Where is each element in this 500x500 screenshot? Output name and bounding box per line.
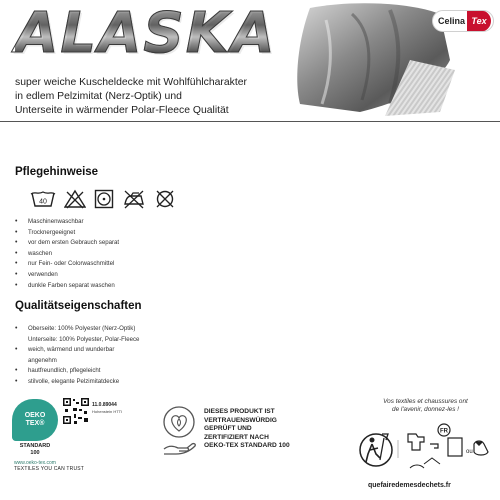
- cert-line: OEKO-TEX STANDARD 100: [204, 442, 290, 450]
- triman-line: de l'avenir, donnez-les !: [392, 406, 459, 413]
- oeko-url: www.oeko-tex.com: [14, 460, 56, 466]
- triman-info-graphic: [358, 420, 493, 478]
- intro-line: in edlem Pelzimitat (Nerz-Optik) und: [15, 91, 182, 102]
- fr-label: FR: [440, 428, 448, 435]
- care-symbols: [30, 188, 176, 210]
- cert-line: VERTRAUENSWÜRDIG: [204, 416, 277, 424]
- shoe-icon: [410, 458, 440, 468]
- wash-40-icon: [30, 189, 56, 209]
- certified-hand-icon: [160, 405, 198, 457]
- list-item: • Oberseite: 100% Polyester (Nerz-Optik): [15, 324, 225, 335]
- product-intro: [15, 76, 300, 118]
- list-item: • dunkle Farben separat waschen: [15, 281, 225, 292]
- intro-line: super weiche Kuscheldecke mit Wohlfühlcharakter: [15, 77, 247, 88]
- triman-message: [358, 398, 493, 414]
- list-item: • nur Fein- oder Colorwaschmittel: [15, 259, 225, 270]
- list-item: • vor dem ersten Gebrauch separat: [15, 238, 225, 249]
- oeko-institute: Hohenstein HTTI: [92, 409, 123, 414]
- certification-text: [204, 408, 314, 451]
- cert-line: DIESES PRODUKT IST: [204, 408, 275, 415]
- oeko-tex-label: [12, 397, 147, 495]
- oeko-slogan: TEXTILES YOU CAN TRUST: [14, 466, 85, 472]
- quality-section-title: Qualitätseigenschaften: [15, 300, 142, 312]
- celinatex-logo: [432, 10, 494, 32]
- list-item: • Trocknergeeignet: [15, 228, 225, 239]
- qr-code-icon: [62, 397, 90, 425]
- logo-text-tex: Tex: [467, 10, 491, 32]
- quality-list: [15, 324, 225, 388]
- list-item: • verwenden: [15, 270, 225, 281]
- intro-line: Unterseite in wärmender Polar-Fleece Qualität: [15, 105, 229, 116]
- list-item: angenehm: [28, 356, 57, 364]
- oeko-badge-line1: OEKO: [24, 412, 46, 419]
- triman-icon: [360, 434, 392, 466]
- no-bleach-icon: [64, 189, 86, 209]
- wash-temp-label: 40: [39, 198, 47, 206]
- no-iron-icon: [122, 189, 146, 209]
- product-header: [0, 0, 500, 120]
- list-item: • hautfreundlich, pflegeleicht: [15, 366, 225, 377]
- triman-recycling-label: [358, 398, 493, 498]
- cert-line: ZERTIFIZIERT NACH: [204, 433, 269, 441]
- tumble-dry-icon: [94, 189, 114, 209]
- product-title: ALASKA: [15, 1, 277, 66]
- care-section-title: Pflegehinweise: [15, 166, 99, 178]
- oeko-test-code: 11.0.89044: [92, 402, 117, 408]
- list-item: • weich, wärmend und wunderbar: [15, 345, 225, 356]
- ou-label: ou: [466, 449, 473, 455]
- recycling-url: quefairedemesdechets.fr: [368, 482, 451, 489]
- header-divider: [0, 121, 500, 122]
- triman-line: Vos textiles et chaussures ont: [383, 398, 468, 405]
- logo-text-celina: Celina: [438, 16, 466, 26]
- list-item: • Maschinenwaschbar: [15, 217, 225, 228]
- list-item: • stilvolle, elegante Pelzimitatdecke: [15, 377, 225, 388]
- oeko-tex-badge: [12, 399, 58, 441]
- oeko-standard-number: 100: [30, 450, 40, 456]
- list-item: Unterseite: 100% Polyester, Polar-Fleece: [28, 335, 140, 343]
- cert-line: GEPRÜFT UND: [204, 425, 252, 433]
- oeko-standard-label: STANDARD: [19, 443, 51, 449]
- oeko-badge-line2: TEX®: [25, 420, 45, 427]
- list-item: • waschen: [15, 249, 225, 260]
- tshirt-icon: [408, 434, 424, 450]
- no-dry-clean-icon: [154, 189, 176, 209]
- container-icon: [448, 438, 462, 456]
- care-list: [15, 217, 225, 291]
- oeko-standard: [12, 443, 58, 457]
